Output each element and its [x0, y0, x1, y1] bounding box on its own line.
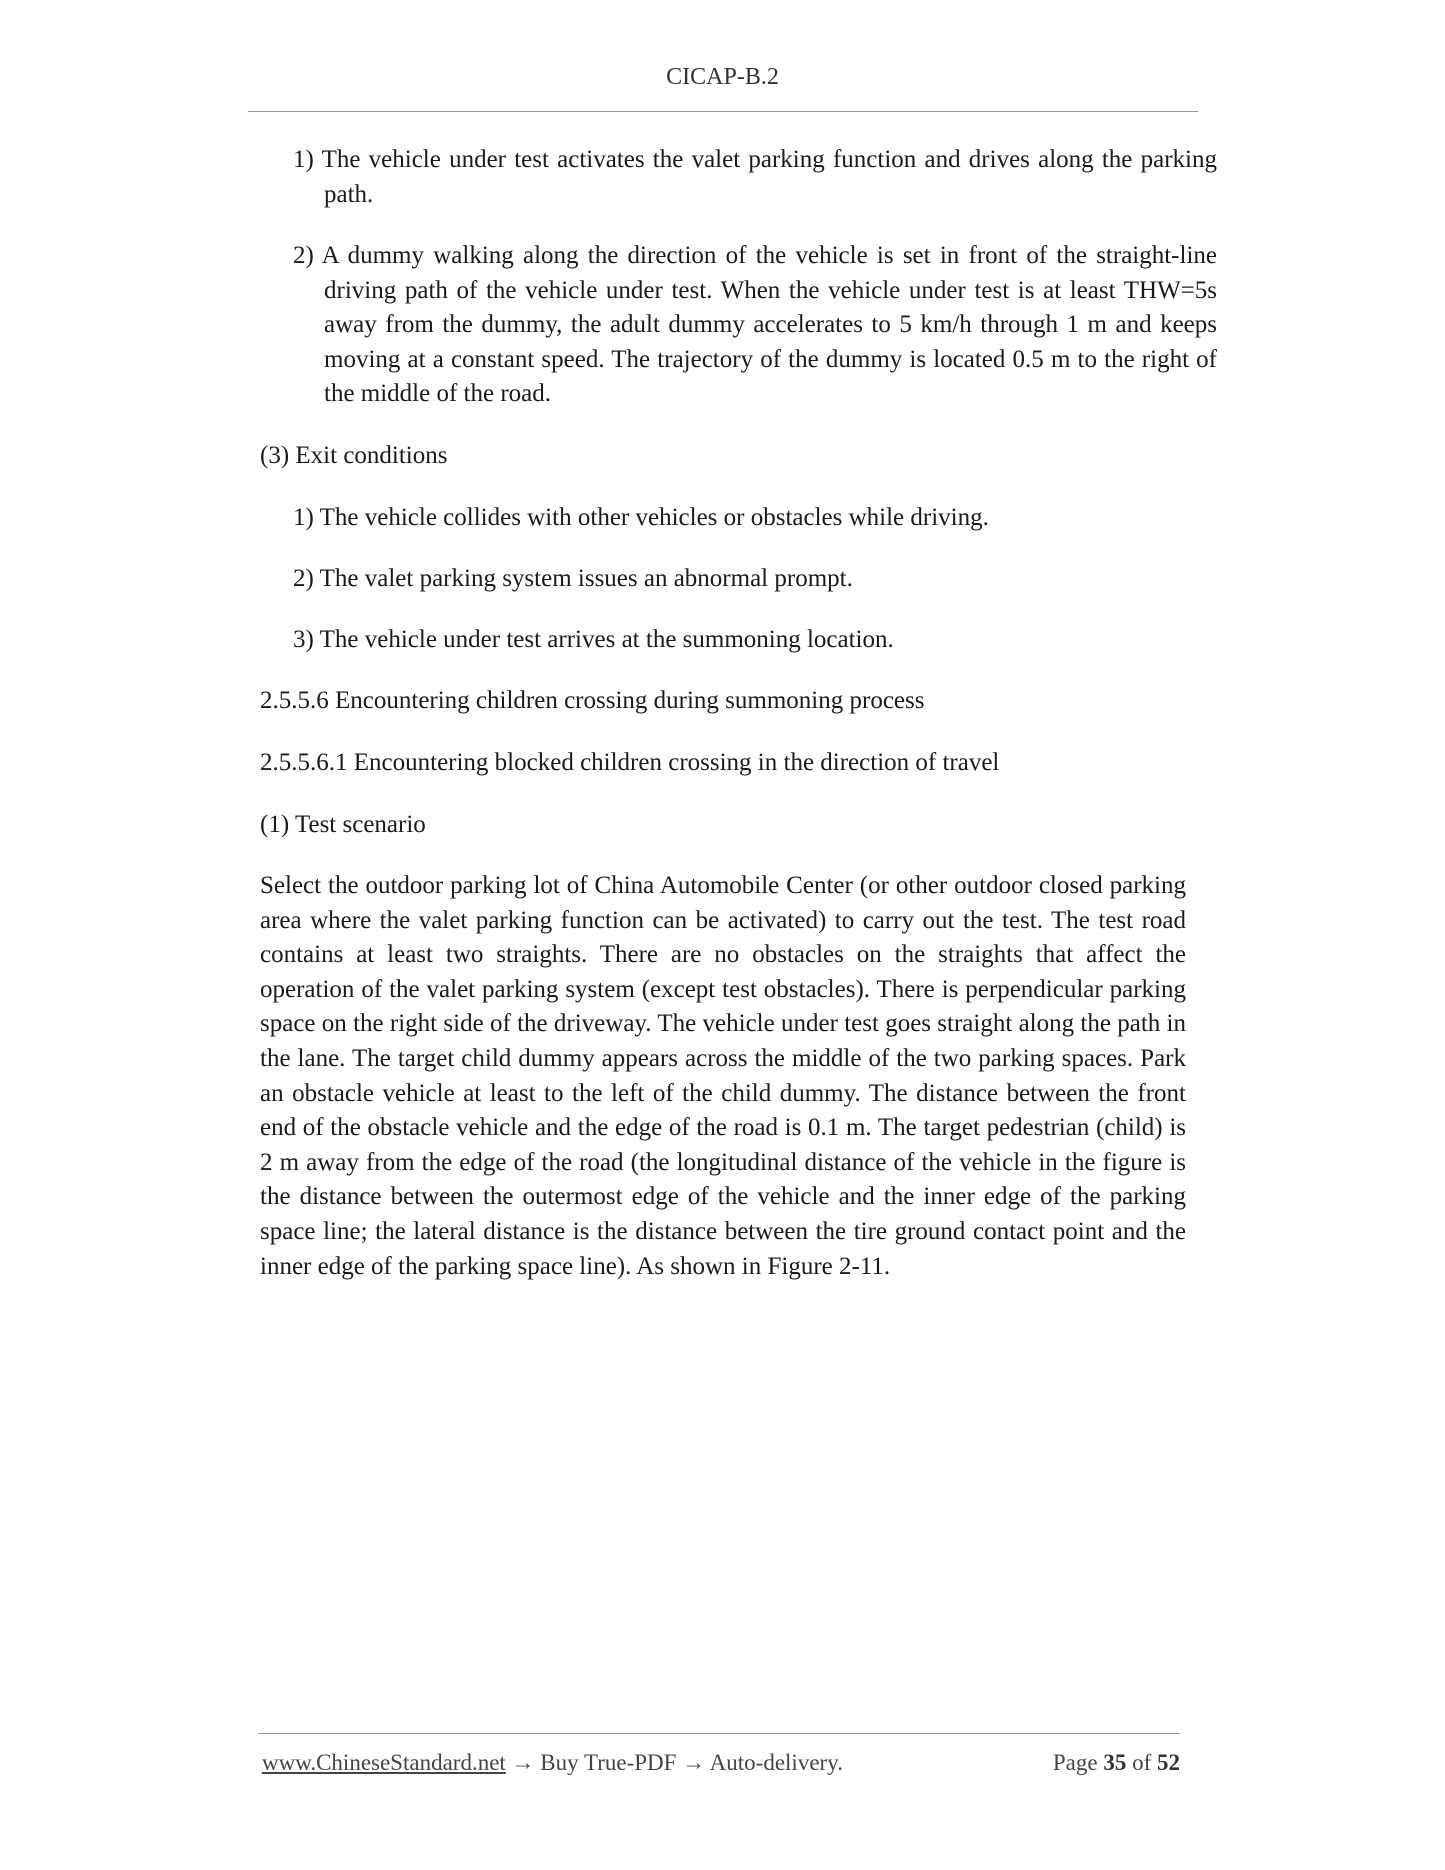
- of-label: of: [1132, 1750, 1152, 1775]
- footer-rule: [258, 1733, 1180, 1734]
- current-page: 35: [1103, 1750, 1127, 1775]
- section-heading: (3) Exit conditions: [260, 442, 448, 469]
- total-pages: 52: [1157, 1750, 1180, 1775]
- list-item: 1) The vehicle under test activates the valet parking function and drives along the parking path.: [293, 146, 1217, 208]
- section-heading: 2.5.5.6 Encountering children crossing during summoning process: [260, 687, 925, 714]
- header-rule: [248, 111, 1198, 112]
- section-heading: 2.5.5.6.1 Encountering blocked children crossing in the direction of travel: [260, 749, 1000, 776]
- footer-text-2: → Auto-delivery.: [682, 1750, 843, 1775]
- running-header: CICAP-B.2: [666, 64, 779, 90]
- page-label: Page: [1052, 1750, 1098, 1775]
- list-item: 1) The vehicle collides with other vehicles or obstacles while driving.: [293, 504, 989, 531]
- list-item: 2) The valet parking system issues an abnormal prompt.: [293, 565, 853, 592]
- footer-text-1: → Buy True-PDF: [505, 1750, 683, 1775]
- list-item: 3) The vehicle under test arrives at the summoning location.: [293, 626, 894, 653]
- section-heading: (1) Test scenario: [260, 811, 426, 838]
- footer-left: [262, 1750, 843, 1776]
- chinesestandard-link[interactable]: www.ChineseStandard.net: [262, 1750, 506, 1775]
- page-number: [1053, 1750, 1180, 1776]
- list-item: 2) A dummy walking along the direction of the vehicle is set in front of the straight-line driving path of the vehicle under test. When the vehicle under test is at least THW=5s away from the dummy, the adult dummy accelerates to 5 km/h through 1 m and keeps moving at a constant speed. The trajectory of the dummy is located 0.5 m to the right of the middle of the road.: [293, 242, 1217, 408]
- body-paragraph: Select the outdoor parking lot of China Automobile Center (or other outdoor closed parking area where the valet parking function can be activated) to carry out the test. The test road contains at least two straights. There are no obstacles on the straights that affect the operation of the valet parking system (except test obstacles). There is perpendicular parking space on the right side of the driveway. The vehicle under test goes straight along the path in the lane. The target child dummy appears across the middle of the two parking spaces. Park an obstacle vehicle at least to the left of the child dummy. The distance between the front end of the obstacle vehicle and the edge of the road is 0.1 m. The target pedestrian (child) is 2 m away from the edge of the road (the longitudinal distance of the vehicle in the figure is the distance between the outermost edge of the vehicle and the inner edge of the parking space line; the lateral distance is the distance between the tire ground contact point and the inner edge of the parking space line). As shown in Figure 2-11.: [260, 872, 1186, 1280]
